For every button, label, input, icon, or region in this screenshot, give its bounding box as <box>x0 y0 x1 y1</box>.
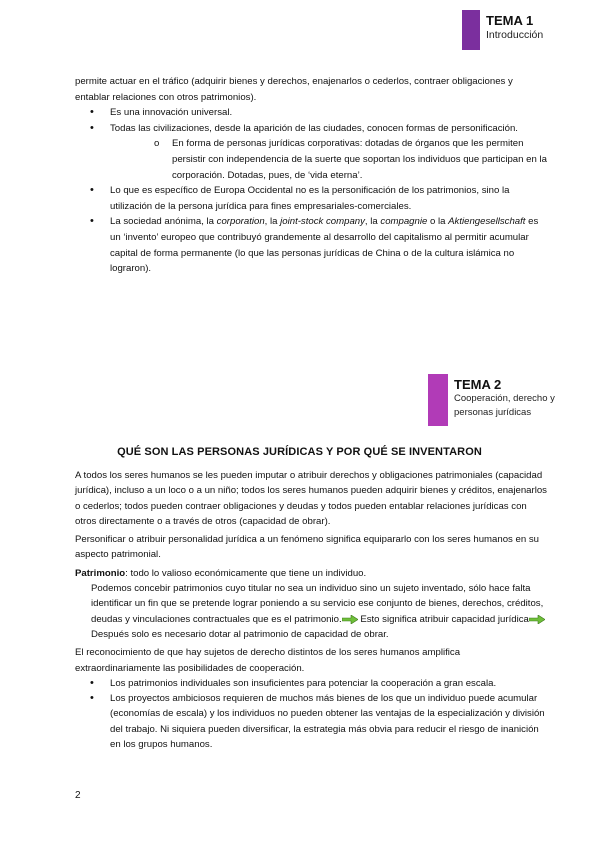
continuation-paragraph: permite actuar en el tráfico (adquirir bienes y derechos, enajenarlos o cederlos, contraer obligaciones y entablar relaciones con otros patrimonios). <box>75 76 513 103</box>
top-bullet-list <box>75 105 547 277</box>
text-run: es un ‘invento’ europeo que contribuyó grandemente al desarrollo del capitalismo al permitir acumular capital de forma permanente (lo que las personas jurídicas de China o de la cultura islámica no lograron). <box>110 216 539 275</box>
chapter-tab-2 <box>428 374 564 426</box>
top-text-block <box>75 74 547 277</box>
paragraph: El reconocimiento de que hay sujetos de derecho distintos de los seres humanos amplifica extraordinariamente las posibilidades de cooperación. <box>75 647 461 674</box>
section-heading: QUÉ SON LAS PERSONAS JURÍDICAS Y POR QUÉ SE INVENTARON <box>117 446 482 458</box>
term-italic: Aktiengesellschaft <box>448 216 526 228</box>
list-item: • Lo que es específico de Europa Occidental no es la personificación de los patrimonios, sino la utilización de la persona jurídica para fines empresariales-comerciales. <box>90 183 547 214</box>
chapter-subtitle: Introducción <box>486 29 544 41</box>
list-item <box>90 121 547 183</box>
chapter-color-bar <box>462 10 480 50</box>
definition <box>75 566 547 581</box>
list-item: • Los patrimonios individuales son insuficientes para potenciar la cooperación a gran escala. <box>90 676 547 691</box>
text-run: , la <box>364 216 381 228</box>
list-item: • Es una innovación universal. <box>90 105 547 121</box>
chapter-color-bar <box>428 374 448 426</box>
chapter-subtitle: Cooperación, derecho y personas jurídicas <box>454 393 555 418</box>
list-item-text: Todas las civilizaciones, desde la aparición de las ciudades, conocen formas de personificación. <box>110 122 518 134</box>
chapter-title: TEMA 1 <box>486 13 534 28</box>
list-item: • Los proyectos ambiciosos requieren de muchos más bienes de los que un individuo puede acumular (economías de escala) y los individuos no pueden obtener las ventajas de la especialización y división del trabajo. Ni siquiera pueden diversificar, la estrategia más obvia para reducir el riesgo de inanición en los grupos humanos. <box>90 691 547 752</box>
text-run: Después solo es necesario dotar al patrimonio de capacidad de obrar. <box>91 628 389 640</box>
main-bullet-list <box>75 676 547 752</box>
list-item <box>90 214 547 276</box>
main-text-block <box>75 468 547 752</box>
sub-list-item: o En forma de personas jurídicas corporativas: dotadas de órganos que les permiten persistir con independencia de la suerte que soportan los individuos que participan en la corporación. Dotadas, pues, de ‘vida eterna’. <box>154 136 547 183</box>
text-run: La sociedad anónima, la <box>110 216 217 228</box>
text-run: Esto significa atribuir capacidad jurídica <box>357 613 529 625</box>
text-run: Podemos concebir patrimonios cuyo titular no sea un individuo sino un sujeto inventado, sólo hace falta identificar un fin que se pretende lograr poniendo a su servicio ese conjunto de bienes, derechos, créditos, deudas y vinculaciones contractuales que es el patrimonio. <box>91 583 544 625</box>
text-run: o la <box>427 216 449 228</box>
right-arrow-icon <box>342 615 358 624</box>
indented-paragraph <box>75 581 547 642</box>
text-run: , la <box>264 216 281 228</box>
page-number: 2 <box>75 790 81 801</box>
paragraph: Personificar o atribuir personalidad jurídica a un fenómeno significa equipararlo con los seres humanos en su aspecto patrimonial. <box>75 534 539 561</box>
definition-text: : todo lo valioso económicamente que tiene un individuo. <box>125 567 367 579</box>
chapter-tab-1 <box>462 10 543 50</box>
paragraph: A todos los seres humanos se les pueden imputar o atribuir derechos y obligaciones patrimoniales (capacidad jurídica), incluso a un loco o a un niño; todos los seres humanos pueden adquirir bienes y créditos, enajenarlos o cederlos; todos pueden contraer obligaciones y deudas y todos pueden entablar relaciones jurídicas con otros directamente o a través de otros (capacidad de obrar). <box>75 470 547 527</box>
chapter-title: TEMA 2 <box>454 377 502 392</box>
term-italic: corporation <box>216 216 265 228</box>
term-italic: joint-stock company <box>280 216 365 228</box>
term-italic: compagnie <box>380 216 428 228</box>
right-arrow-icon <box>529 615 545 624</box>
definition-term: Patrimonio <box>75 567 126 579</box>
